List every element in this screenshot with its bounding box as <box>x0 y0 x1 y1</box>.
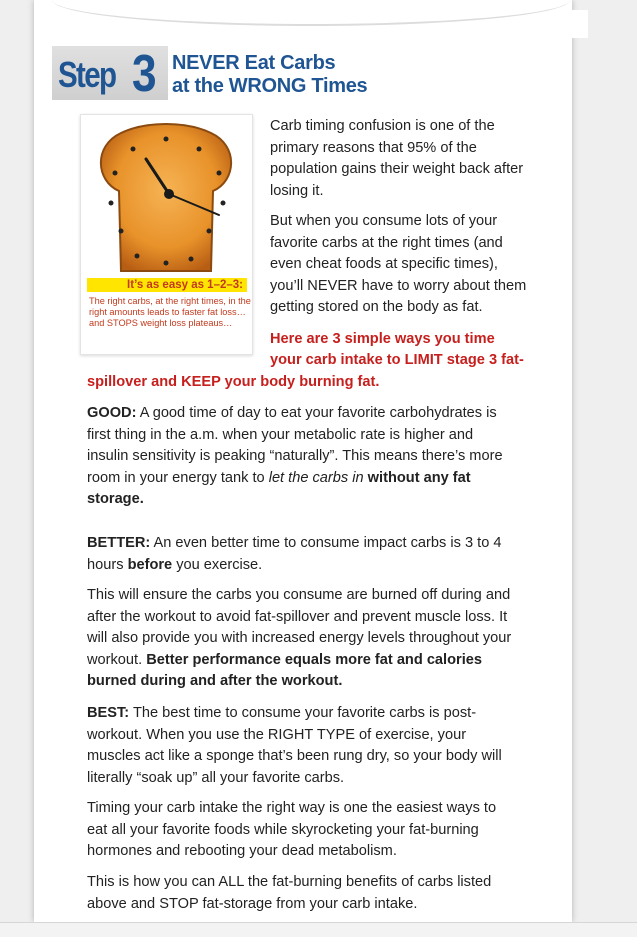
headline-line-2: at the WRONG Times <box>172 75 368 97</box>
intro-highlight-line-1: Here are 3 simple ways you time <box>270 331 495 347</box>
text-span: An even better time to consume impact carbs is 3 to 4 <box>150 535 502 551</box>
text-line: workout. When you use the RIGHT TYPE of exercise, your <box>87 726 467 743</box>
text-line: even cheat foods at specific times), <box>270 256 498 272</box>
good-label: GOOD: <box>87 405 137 421</box>
text-line <box>87 468 567 490</box>
text-line <box>87 555 567 577</box>
best-paragraph <box>87 703 567 789</box>
best-label: BEST: <box>87 705 130 721</box>
text-line: eat all your favorite foods while skyrocketing your fat-burning <box>87 821 479 838</box>
step-headline <box>172 52 367 98</box>
headline-line-1: NEVER Eat Carbs <box>172 52 336 74</box>
text-line <box>87 403 567 425</box>
text-line <box>87 533 567 555</box>
text-line: will also provide you with increased energy levels throughout your <box>87 630 512 646</box>
intro-highlight-line-2: your carb intake to LIMIT stage 3 fat- <box>270 352 524 368</box>
bold-span: without any fat <box>363 469 471 486</box>
text-line: population gains their weight back after <box>270 161 524 177</box>
text-span: you exercise. <box>172 556 263 573</box>
text-line: Carb timing confusion is one of the <box>270 118 495 134</box>
text-line: Timing your carb intake the right way is one the easiest ways to <box>87 800 497 816</box>
image-caption: The right carbs, at the right times, in the right amounts leads to faster fat loss… and STOPS weight loss plateaus… <box>89 296 251 328</box>
toast-clock-image <box>80 114 253 355</box>
italic-span: let the carbs in <box>268 469 364 486</box>
intro-highlight-line-3: spillover and KEEP your body burning fat. <box>87 374 380 390</box>
good-paragraph <box>87 403 567 511</box>
bold-span: storage. <box>87 491 144 507</box>
bold-span: Better performance equals more fat and calories <box>146 651 482 668</box>
text-line: muscles act like a sponge that’s been rung dry, so your body will <box>87 748 502 764</box>
text-line <box>87 703 567 725</box>
text-line: favorite carbs at the right times (and <box>270 234 503 251</box>
better-detail-paragraph <box>87 585 567 693</box>
easy-label: It’s as easy as 1–2–3: <box>87 278 247 292</box>
step-badge <box>52 45 168 103</box>
text-line: But when you consume lots of your <box>270 213 498 229</box>
bold-span: burned during and after the workout. <box>87 673 343 689</box>
text-line: above and STOP fat-storage from your carb intake. <box>87 895 418 912</box>
toast-clock-icon <box>91 121 241 276</box>
text-line: primary reasons that 95% of the <box>270 139 477 156</box>
text-line: you’ll NEVER have to worry about them <box>270 277 527 294</box>
text-line: This is how you can ALL the fat-burning benefits of carbs listed <box>87 874 492 890</box>
better-paragraph <box>87 533 567 576</box>
text-span: workout. <box>87 651 147 668</box>
text-line: after the workout to avoid fat-spillover and prevent muscle loss. It <box>87 608 508 625</box>
text-line <box>87 489 567 511</box>
text-line: insulin sensitivity is peaking “naturally”. This means there’s more <box>87 448 503 464</box>
page-edge <box>572 10 588 38</box>
text-line: getting stored on the body as fat. <box>270 299 483 315</box>
text-line: literally “soak up” all your favorite carbs. <box>87 769 345 786</box>
text-line: This will ensure the carbs you consume are burned off during and <box>87 587 511 603</box>
text-span: hours <box>87 556 128 573</box>
step-word: Step <box>58 54 116 95</box>
text-line <box>87 650 567 672</box>
text-span: room in your energy tank to <box>87 469 269 486</box>
text-line: losing it. <box>270 182 324 199</box>
text-span: The best time to consume your favorite carbs is post- <box>129 705 477 721</box>
text-line <box>87 671 567 693</box>
text-line: hormones and rebooting your dead metabolism. <box>87 843 397 859</box>
better-label: BETTER: <box>87 535 151 551</box>
bottom-bar <box>0 922 637 937</box>
intro-paragraph-1 <box>270 116 560 202</box>
closing-paragraph-2 <box>87 872 567 915</box>
closing-paragraph-1 <box>87 798 567 863</box>
step-number: 3 <box>132 45 157 103</box>
intro-paragraph-2 <box>270 211 560 319</box>
text-line: first thing in the a.m. when your metabolic rate is higher and <box>87 426 474 443</box>
text-span: A good time of day to eat your favorite carbohydrates is <box>136 405 497 421</box>
bold-span: before <box>127 556 173 573</box>
